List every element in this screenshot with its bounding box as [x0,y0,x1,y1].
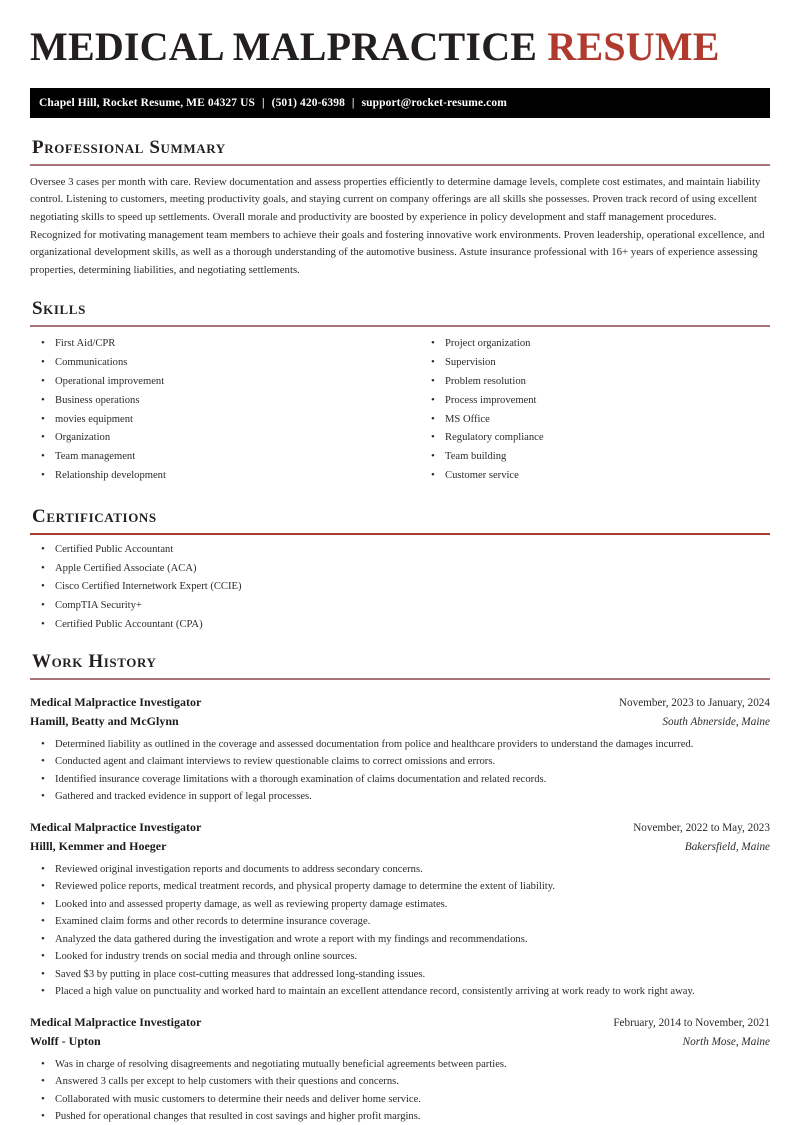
skills-grid [30,329,770,487]
list-item: • movies equipment [30,412,400,428]
skills-list-right [420,336,770,484]
list-item: • Reviewed police reports, medical treatment records, and physical property damage to determine the extent of liability. [30,879,770,895]
list-item: • Organization [30,430,400,446]
skills-list-left [30,336,400,484]
list-item: • Process improvement [420,393,770,409]
work-history-entry [30,693,770,805]
page-title-accent: RESUME [547,24,720,69]
job-bullets [30,862,770,1000]
list-item: • Determined liability as outlined in the coverage and assessed documentation from police and healthcare providers to understand the damages incurred. [30,737,770,753]
section-professional-summary [30,136,770,279]
list-item: • Placed a high value on punctuality and worked hard to maintain an excellent attendance record, consistently arriving at work ready to work right away. [30,984,770,1000]
list-item: • Answered 3 calls per except to help customers with their questions and concerns. [30,1074,770,1090]
work-history-entry [30,1013,770,1125]
section-certifications [30,505,770,633]
job-dates: November, 2023 to January, 2024 [618,696,770,709]
list-item: • Looked for industry trends on social media and through online sources. [30,949,770,965]
list-item: • Project organization [420,336,770,352]
job-title: Medical Malpractice Investigator [30,819,202,834]
list-item: • Collaborated with music customers to determine their needs and deliver home service. [30,1092,770,1108]
section-heading-work-history: Work History [32,650,157,672]
contact-email[interactable]: support@rocket-resume.com [361,97,507,109]
job-bullets [30,737,770,805]
section-rule-skills [30,325,770,327]
list-item: • Team building [420,449,770,465]
list-item: • Team management [30,449,400,465]
job-location: South Abnerside, Maine [662,715,770,728]
list-item: • Regulatory compliance [420,430,770,446]
list-item: • First Aid/CPR [30,336,400,352]
list-item: • Operational improvement [30,374,400,390]
job-bullets [30,1057,770,1125]
list-item: • Examined claim forms and other records to determine insurance coverage. [30,914,770,930]
page-title-main: MEDICAL MALPRACTICE [30,24,548,69]
section-heading-certifications: Certifications [32,505,157,527]
skills-column-left [30,329,400,487]
job-dates: February, 2014 to November, 2021 [613,1016,770,1029]
list-item: • Certified Public Accountant (CPA) [30,617,770,633]
list-item: • Saved $3 by putting in place cost-cutting measures that addressed long-standing issues. [30,967,770,983]
job-title-row [30,693,770,712]
list-item: • Gathered and tracked evidence in support of legal processes. [30,789,770,805]
summary-body: Oversee 3 cases per month with care. Review documentation and assess properties efficiently to determine damage levels, complete cost estimates, and maintain liability control. Listening to customers, meeting productivity goals, and staying current on company offerings are all skills she possesses. Proven track record of using excellent negotiating skills to speed up settlements. Overall morale and productivity are boosted by experience in policy development and staff management procedures. Recognized for motivating management team members to achieve their goals and fostering innovative work environments. Proven leadership, operational excellence, and organizational development skills, as well as a thorough understanding of the automotive business. Astute insurance professional with 16+ years of experience assessing properties, determining liabilities, and negotiating settlements. [30,175,765,276]
list-item: • Pushed for operational changes that resulted in cost savings and higher profit margins. [30,1109,770,1125]
list-item: • MS Office [420,412,770,428]
list-item: • Conducted agent and claimant interviews to review questionable claims to correct omissions and errors. [30,754,770,770]
job-title: Medical Malpractice Investigator [30,694,202,709]
list-item: • Certified Public Accountant [30,542,770,558]
list-item: • Communications [30,355,400,371]
certifications-list [30,542,770,633]
section-rule-certifications [30,533,770,535]
list-item: • Supervision [420,355,770,371]
list-item: • Relationship development [30,468,400,484]
work-history-entry [30,818,770,1000]
job-company: Hamill, Beatty and McGlynn [30,713,179,728]
list-item: • Analyzed the data gathered during the investigation and wrote a report with my findings and recommendations. [30,932,770,948]
job-company-row [30,712,770,731]
page-title [30,0,770,70]
section-heading-skills: Skills [32,298,86,320]
job-company: Hilll, Kemmer and Hoeger [30,838,167,853]
skills-column-right [400,329,770,487]
list-item: • Business operations [30,393,400,409]
job-company-row [30,837,770,856]
section-heading-summary: Professional Summary [32,137,226,158]
list-item: • Problem resolution [420,374,770,390]
section-rule-summary [30,164,770,166]
section-rule-work-history [30,678,770,680]
contact-phone[interactable]: (501) 420-6398 [271,97,345,109]
list-item: • Cisco Certified Internetwork Expert (CCIE) [30,579,770,595]
list-item: • Customer service [420,468,770,484]
list-item: • Was in charge of resolving disagreements and negotiating mutually beneficial agreements between parties. [30,1057,770,1073]
list-item: • CompTIA Security+ [30,598,770,614]
job-dates: November, 2022 to May, 2023 [633,821,770,834]
job-title-row [30,818,770,837]
job-company: Wolff - Upton [30,1033,101,1048]
contact-bar [30,88,770,118]
job-title-row [30,1013,770,1032]
list-item: • Identified insurance coverage limitations with a thorough examination of claims documentation and related records. [30,772,770,788]
list-item: • Looked into and assessed property damage, as well as reviewing property damage estimates. [30,897,770,913]
list-item: • Apple Certified Associate (ACA) [30,561,770,577]
list-item: • Reviewed original investigation reports and documents to address secondary concerns. [30,862,770,878]
contact-separator-2: | [351,97,355,109]
section-skills [30,297,770,487]
contact-separator-1: | [262,97,265,109]
job-location: Bakersfield, Maine [684,840,770,853]
section-work-history [30,650,770,1125]
job-location: North Mose, Maine [682,1035,770,1048]
job-title: Medical Malpractice Investigator [30,1014,202,1029]
contact-address: Chapel Hill, Rocket Resume, ME 04327 US [39,97,256,109]
